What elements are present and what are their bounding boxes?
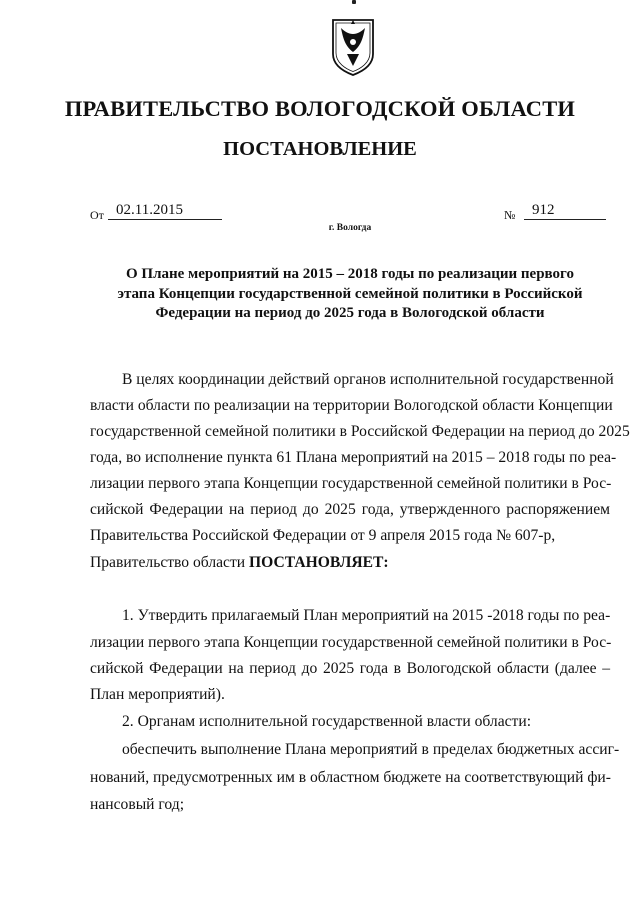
document-type: ПОСТАНОВЛЕНИЕ bbox=[223, 138, 417, 160]
subject-line: Федерации на период до 2025 года в Вологодской области bbox=[155, 305, 545, 321]
date-prefix: От bbox=[90, 208, 104, 222]
body-line: нований, предусмотренных им в областном бюджете на соответствующий фи- bbox=[90, 769, 611, 786]
document-date: 02.11.2015 bbox=[108, 202, 222, 220]
number-prefix: № bbox=[504, 208, 516, 222]
body-line: В целях координации действий органов исполнительной государственной bbox=[122, 371, 614, 388]
subject-line: О Плане мероприятий на 2015 – 2018 годы по реализации первого bbox=[126, 266, 574, 282]
document-number: 912 bbox=[524, 202, 606, 220]
document-subject bbox=[90, 265, 610, 324]
body-line: государственной семейной политики в Российской Федерации на период до 2025 bbox=[90, 423, 630, 440]
resolves-line bbox=[90, 553, 610, 572]
body-line: Правительства Российской Федерации от 9 апреля 2015 года № 607-р, bbox=[90, 527, 556, 544]
resolves-prefix: Правительство области bbox=[90, 554, 246, 571]
body-line: лизации первого этапа Концепции государственной семейной политики в Рос- bbox=[90, 475, 612, 492]
body-line: 2. Органам исполнительной государственной власти области: bbox=[122, 713, 532, 730]
subject-line: этапа Концепции государственной семейной политики в Российской bbox=[117, 285, 583, 302]
resolves-word: ПОСТАНОВЛЯЕТ: bbox=[249, 554, 389, 571]
body-line: лизации первого этапа Концепции государственной семейной политики в Рос- bbox=[90, 634, 612, 651]
body-line: сийской Федерации на период до 2025 года, утвержденного распоряжением bbox=[90, 501, 610, 518]
body-line: сийской Федерации на период до 2025 года в Вологодской области (далее – bbox=[90, 660, 610, 677]
vologda-coat-of-arms-icon bbox=[331, 18, 375, 76]
document-city: г. Вологда bbox=[328, 223, 372, 233]
scan-mark bbox=[352, 0, 356, 4]
body-line: власти области по реализации на территории Вологодской области Концепции bbox=[90, 397, 613, 414]
body-line: обеспечить выполнение Плана мероприятий в пределах бюджетных ассиг- bbox=[122, 741, 620, 758]
body-line: 1. Утвердить прилагаемый План мероприятий на 2015 -2018 годы по реа- bbox=[122, 607, 611, 624]
government-title: ПРАВИТЕЛЬСТВО ВОЛОГОДСКОЙ ОБЛАСТИ bbox=[64, 96, 576, 121]
body-line: года, во исполнение пункта 61 Плана мероприятий на 2015 – 2018 годы по реа- bbox=[90, 449, 617, 466]
body-line: План мероприятий). bbox=[90, 686, 225, 703]
body-line: нансовый год; bbox=[90, 796, 185, 813]
